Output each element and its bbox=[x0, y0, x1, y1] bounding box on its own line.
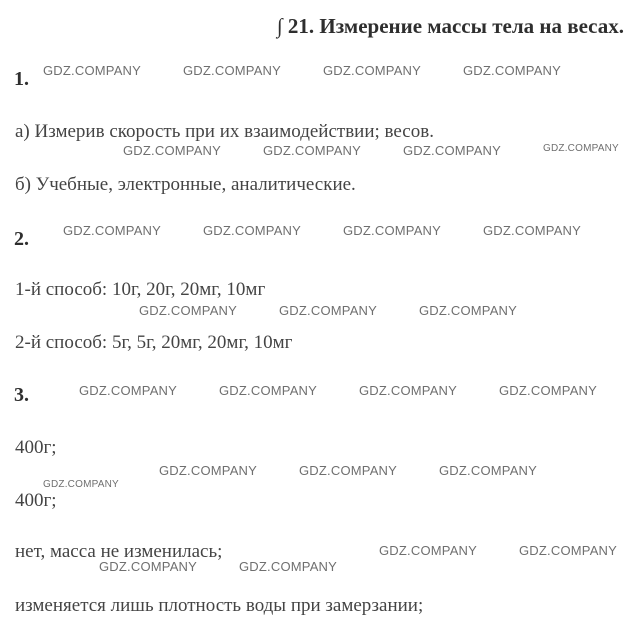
watermark-text: GDZ.COMPANY bbox=[299, 463, 398, 478]
watermark-text: GDZ.COMPANY bbox=[323, 63, 422, 78]
watermark-text: GDZ.COMPANY bbox=[239, 559, 338, 574]
watermark-text: GDZ.COMPANY bbox=[203, 223, 302, 238]
section-number-3: 3. bbox=[14, 384, 29, 406]
answer-line-1b: б) Учебные, электронные, аналитические. bbox=[15, 174, 356, 195]
answer-line-3d: изменяется лишь плотность воды при замерзании; bbox=[15, 595, 424, 616]
watermark-text: GDZ.COMPANY bbox=[159, 463, 258, 478]
watermark-text: GDZ.COMPANY bbox=[419, 303, 518, 318]
watermark-text: GDZ.COMPANY bbox=[359, 383, 458, 398]
answer-line-1a: а) Измерив скорость при их взаимодействии; весов. bbox=[15, 121, 434, 142]
answer-line-2a: 1-й способ: 10г, 20г, 20мг, 10мг bbox=[15, 279, 266, 300]
watermark-text: GDZ.COMPANY bbox=[543, 143, 619, 154]
watermark-text: GDZ.COMPANY bbox=[519, 543, 618, 558]
watermark-text: GDZ.COMPANY bbox=[219, 383, 318, 398]
watermark-text: GDZ.COMPANY bbox=[379, 543, 478, 558]
page-title: ∫ 21. Измерение массы тела на весах. bbox=[276, 14, 624, 38]
watermark-text: GDZ.COMPANY bbox=[483, 223, 582, 238]
watermark-text: GDZ.COMPANY bbox=[279, 303, 378, 318]
answer-line-2b: 2-й способ: 5г, 5г, 20мг, 20мг, 10мг bbox=[15, 332, 293, 353]
watermark-text: GDZ.COMPANY bbox=[63, 223, 162, 238]
watermark-text: GDZ.COMPANY bbox=[343, 223, 442, 238]
watermark-text: GDZ.COMPANY bbox=[439, 463, 538, 478]
watermark-text: GDZ.COMPANY bbox=[463, 63, 562, 78]
section-number-2: 2. bbox=[14, 228, 29, 250]
answer-line-3b: 400г; bbox=[15, 490, 57, 511]
watermark-text: GDZ.COMPANY bbox=[43, 63, 142, 78]
answer-line-3c: нет, масса не изменилась; bbox=[15, 541, 223, 562]
watermark-text: GDZ.COMPANY bbox=[123, 143, 222, 158]
watermark-text: GDZ.COMPANY bbox=[499, 383, 598, 398]
watermark-text: GDZ.COMPANY bbox=[183, 63, 282, 78]
watermark-text: GDZ.COMPANY bbox=[263, 143, 362, 158]
section-number-1: 1. bbox=[14, 68, 29, 90]
answer-line-3a: 400г; bbox=[15, 437, 57, 458]
watermark-text: GDZ.COMPANY bbox=[403, 143, 502, 158]
watermark-text: GDZ.COMPANY bbox=[99, 559, 198, 574]
watermark-text: GDZ.COMPANY bbox=[139, 303, 238, 318]
watermark-text: GDZ.COMPANY bbox=[43, 479, 119, 490]
watermark-text: GDZ.COMPANY bbox=[79, 383, 178, 398]
